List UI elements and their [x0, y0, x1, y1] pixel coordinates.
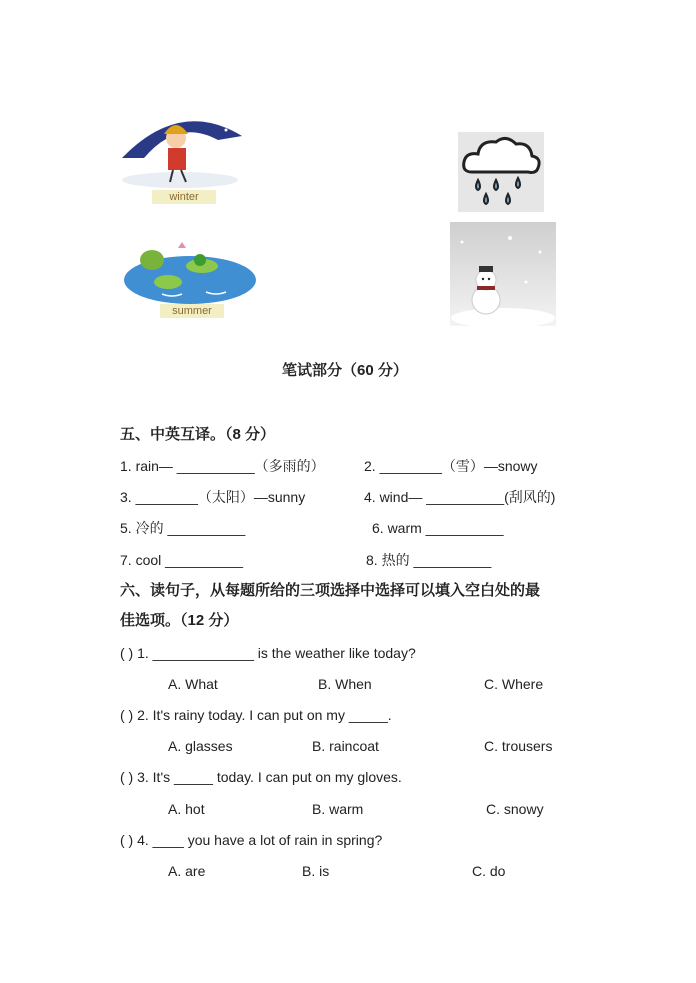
question-3-option-b: B. warm	[312, 801, 364, 817]
question-4-option-b: B. is	[302, 863, 330, 879]
question-3-option-a: A. hot	[168, 801, 205, 817]
part6-heading-line1: 六、读句子，从每题所给的三项选择中选择可以填入空白处的最	[120, 582, 541, 599]
question-2-option-a: A. glasses	[168, 738, 233, 754]
part5-item-7: 7. cool __________	[120, 552, 243, 568]
part5-item-6: 6. warm __________	[372, 520, 504, 536]
section-title: 笔试部分（60 分）	[282, 362, 408, 379]
part5-item-4: 4. wind— __________(刮风的)	[364, 489, 556, 505]
question-1-stem: ( ) 1. _____________ is the weather like today?	[120, 645, 416, 661]
question-3-stem: ( ) 3. It's _____ today. I can put on my gloves.	[120, 769, 402, 785]
winter-label: winter	[152, 190, 216, 204]
question-1-option-b: B. When	[318, 676, 372, 692]
part5-item-2: 2. ________（雪）—snowy	[364, 458, 538, 474]
question-3-option-c: C. snowy	[486, 801, 544, 817]
question-4-option-a: A. are	[168, 863, 206, 879]
summer-label: summer	[160, 304, 224, 318]
part5-item-3: 3. ________（太阳）—sunny	[120, 489, 306, 505]
part5-item-8: 8. 热的 __________	[366, 552, 492, 568]
part5-item-1: 1. rain— __________（多雨的）	[120, 458, 325, 474]
question-4-stem: ( ) 4. ____ you have a lot of rain in spring?	[120, 832, 383, 848]
part5-heading: 五、中英互译。（8 分）	[120, 426, 276, 443]
question-4-option-c: C. do	[472, 863, 506, 879]
question-2-option-b: B. raincoat	[312, 738, 379, 754]
summer-illustration	[122, 238, 260, 320]
snowman-icon	[450, 222, 556, 326]
question-2-option-c: C. trousers	[484, 738, 553, 754]
winter-illustration	[118, 108, 248, 208]
part6-heading-line2: 佳选项。（12 分）	[120, 612, 239, 629]
rain-cloud-icon	[458, 132, 544, 212]
question-2-stem: ( ) 2. It's rainy today. I can put on my _____.	[120, 707, 392, 723]
question-1-option-a: A. What	[168, 676, 218, 692]
part5-item-5: 5. 冷的 __________	[120, 520, 246, 536]
question-1-option-c: C. Where	[484, 676, 544, 692]
